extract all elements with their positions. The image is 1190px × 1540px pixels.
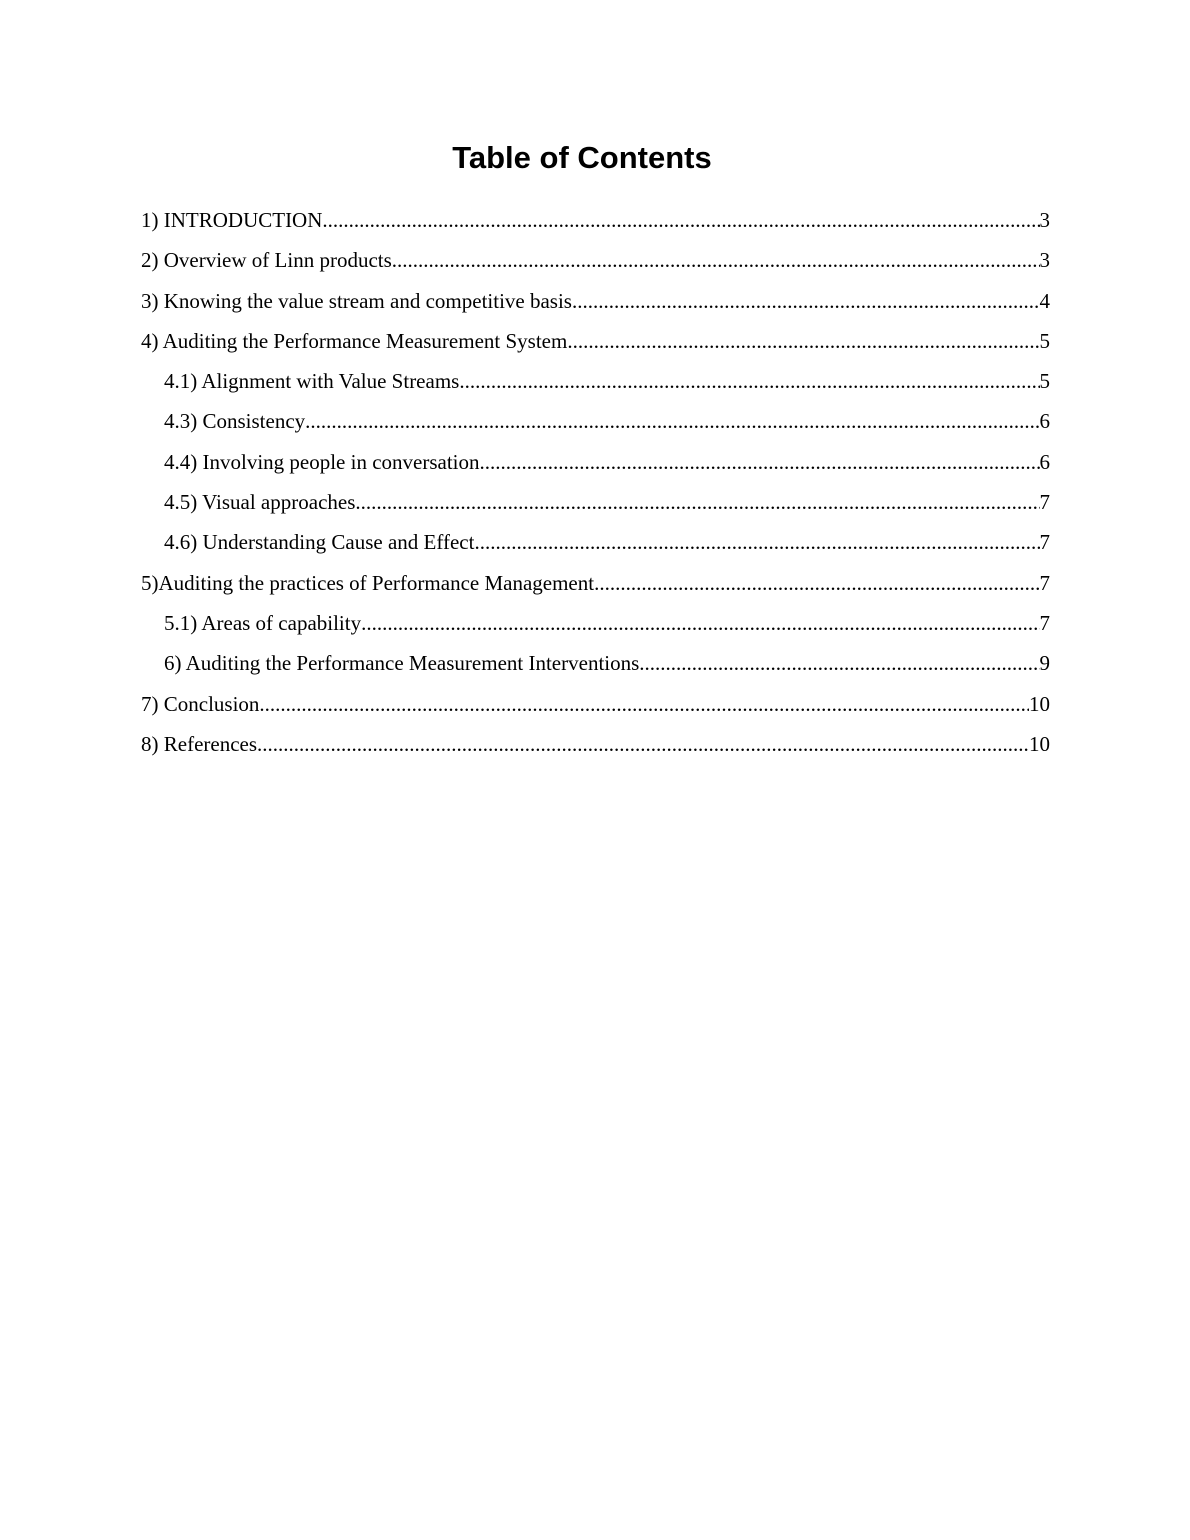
toc-entry-performance-management[interactable] xyxy=(141,563,1050,603)
toc-entry-label: 5)Auditing the practices of Performance Management xyxy=(141,570,595,595)
toc-dot-leader xyxy=(355,482,1039,522)
toc-entry-label: 4.5) Visual approaches xyxy=(164,490,356,515)
toc-entry-label: 3) Knowing the value stream and competitive basis xyxy=(141,288,572,313)
toc-entry-page: 6 xyxy=(1039,409,1050,434)
toc-dot-leader xyxy=(392,240,1040,280)
toc-entry-page: 5 xyxy=(1039,328,1050,353)
toc-entry-label: 1) INTRODUCTION xyxy=(141,208,323,232)
toc-dot-leader xyxy=(259,684,1029,724)
toc-entry-areas-capability[interactable] xyxy=(141,603,1050,643)
toc-entry-page: 9 xyxy=(1039,651,1050,676)
toc-entry-page: 4 xyxy=(1039,288,1050,313)
toc-dot-leader xyxy=(572,281,1040,321)
toc-dot-leader xyxy=(305,401,1039,441)
toc-dot-leader xyxy=(480,442,1040,482)
toc-entry-label: 4.4) Involving people in conversation xyxy=(164,449,480,474)
toc-dot-leader xyxy=(639,643,1039,683)
toc-entry-label: 8) References xyxy=(141,731,258,756)
toc-title: Table of Contents xyxy=(452,140,712,175)
toc-entry-page: 6 xyxy=(1039,449,1050,474)
toc-entry-page: 10 xyxy=(1029,691,1050,716)
toc-entry-references[interactable] xyxy=(141,724,1050,764)
toc-dot-leader xyxy=(459,361,1039,401)
toc-entry-visual-approaches[interactable] xyxy=(141,482,1050,522)
toc-entry-page: 10 xyxy=(1029,731,1050,756)
toc-entry-value-stream[interactable] xyxy=(141,281,1050,321)
toc-entry-page: 7 xyxy=(1039,610,1050,635)
toc-entry-overview[interactable] xyxy=(141,240,1050,280)
toc-entry-label: 2) Overview of Linn products xyxy=(141,248,392,273)
toc-entry-alignment[interactable] xyxy=(141,361,1050,401)
toc-entry-label: 4.3) Consistency xyxy=(164,409,306,434)
toc-list xyxy=(141,200,1050,764)
toc-entry-conclusion[interactable] xyxy=(141,684,1050,724)
toc-entry-consistency[interactable] xyxy=(141,401,1050,441)
toc-entry-cause-effect[interactable] xyxy=(141,522,1050,562)
toc-entry-page: 7 xyxy=(1039,530,1050,555)
toc-entry-label: 4.1) Alignment with Value Streams xyxy=(164,369,460,394)
toc-entry-label: 4) Auditing the Performance Measurement System xyxy=(141,328,568,353)
toc-dot-leader xyxy=(322,200,1039,240)
toc-entry-page: 5 xyxy=(1039,369,1050,394)
toc-entry-page: 7 xyxy=(1039,570,1050,595)
toc-entry-auditing-pms[interactable] xyxy=(141,321,1050,361)
toc-dot-leader xyxy=(257,724,1029,764)
toc-dot-leader xyxy=(474,522,1039,562)
toc-entry-label: 5.1) Areas of capability xyxy=(164,610,362,635)
toc-dot-leader xyxy=(567,321,1039,361)
toc-entry-page: 7 xyxy=(1039,490,1050,515)
toc-dot-leader xyxy=(594,563,1039,603)
toc-entry-interventions[interactable] xyxy=(141,643,1050,683)
toc-entry-involving-people[interactable] xyxy=(141,442,1050,482)
toc-entry-page: 3 xyxy=(1039,208,1050,232)
toc-entry-introduction[interactable] xyxy=(141,200,1050,240)
toc-entry-page: 3 xyxy=(1039,248,1050,273)
toc-dot-leader xyxy=(361,603,1039,643)
toc-entry-label: 7) Conclusion xyxy=(141,691,260,716)
toc-entry-label: 6) Auditing the Performance Measurement Interventions xyxy=(164,651,640,676)
toc-entry-label: 4.6) Understanding Cause and Effect xyxy=(164,530,475,555)
